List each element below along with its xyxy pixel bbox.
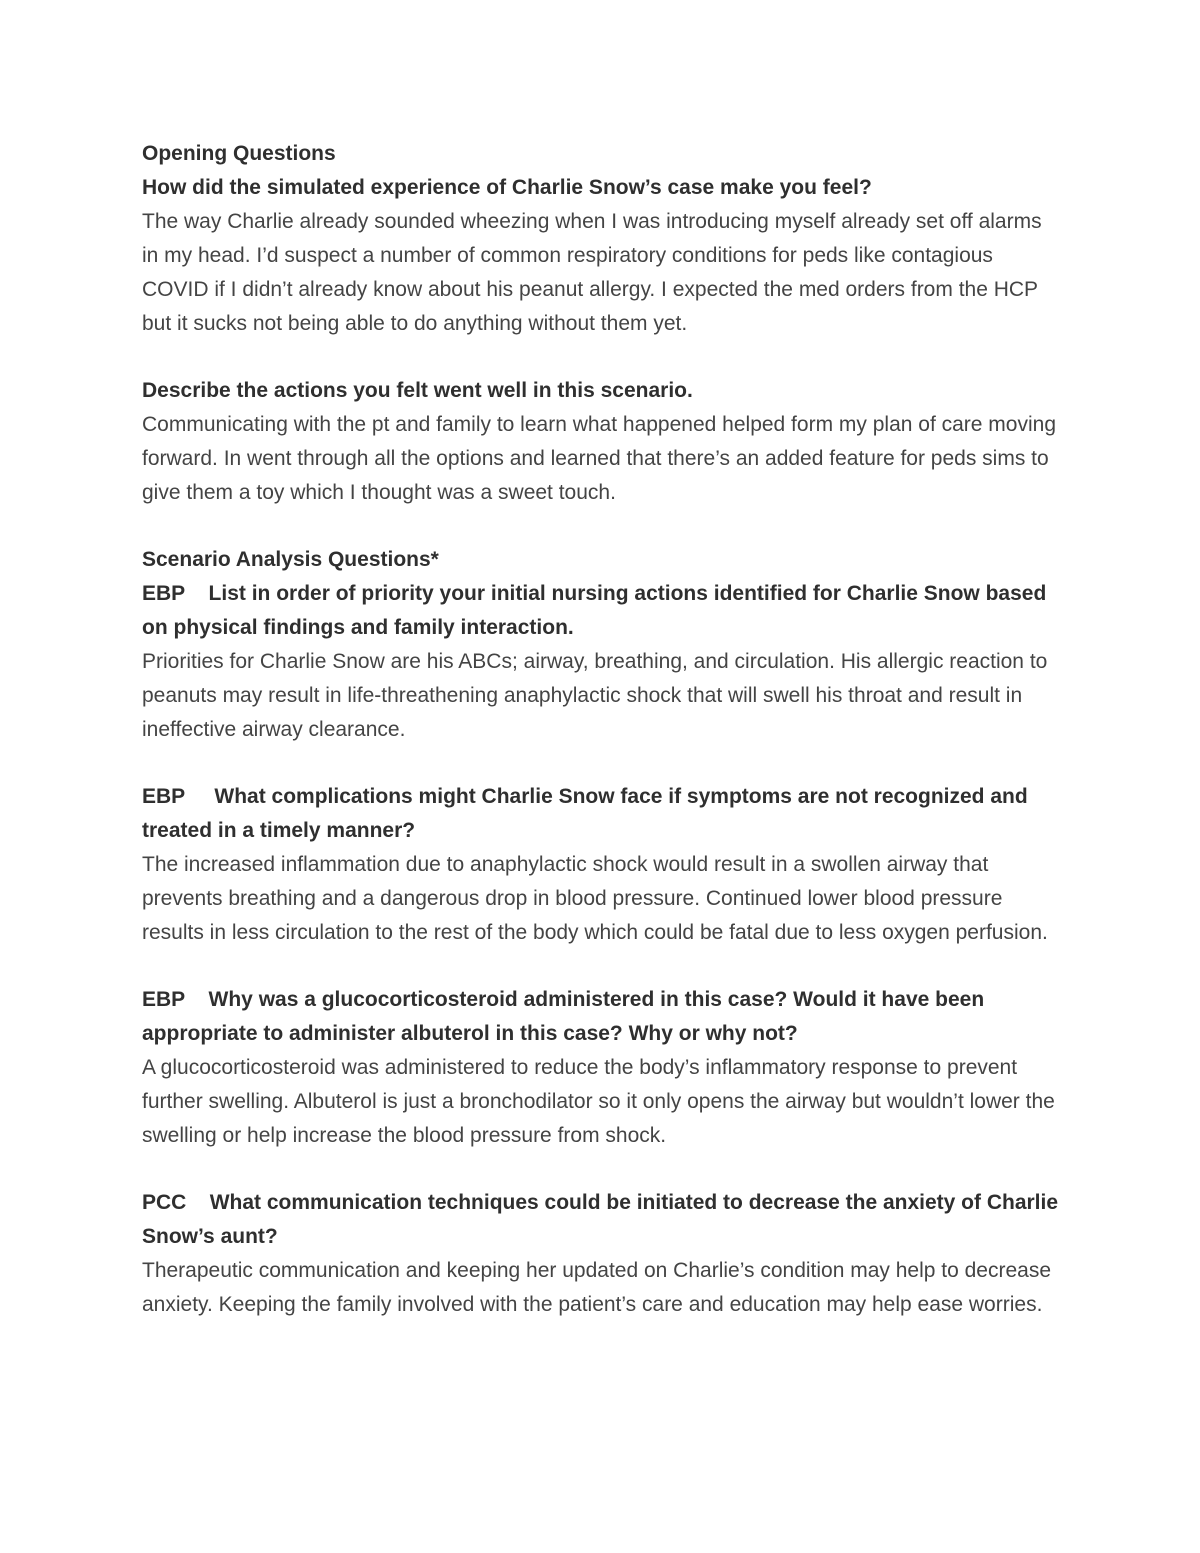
- opening-question-1: How did the simulated experience of Charlie Snow’s case make you feel?: [142, 176, 872, 199]
- question-tag: EBP: [142, 988, 186, 1011]
- opening-answer-1: The way Charlie already sounded wheezing when I was introducing myself already set off alarms in my head. I’d suspect a number of common respiratory conditions for peds like contagious COVID if I didn’t already know about his peanut allergy. I expected the med orders from the HCP but it sucks not being able to do anything without them yet.: [142, 210, 1042, 335]
- question-tag: EBP: [142, 785, 186, 808]
- document-page: [142, 137, 1062, 1322]
- spacer: [142, 1153, 1062, 1186]
- opening-question-2: Describe the actions you felt went well in this scenario.: [142, 379, 693, 402]
- analysis-question-2: [142, 780, 1062, 848]
- question-text: What complications might Charlie Snow face if symptoms are not recognized and treated in a timely manner?: [142, 785, 1028, 842]
- analysis-answer-4: Therapeutic communication and keeping her updated on Charlie’s condition may help to decrease anxiety. Keeping the family involved with the patient’s care and education may help ease worries.: [142, 1259, 1052, 1316]
- spacer: [142, 747, 1062, 780]
- analysis-answer-2: The increased inflammation due to anaphylactic shock would result in a swollen airway that prevents breathing and a dangerous drop in blood pressure. Continued lower blood pressure results in less circulation to the rest of the body which could be fatal due to less oxygen perfusion.: [142, 853, 1048, 944]
- opening-answer-2: Communicating with the pt and family to learn what happened helped form my plan of care moving forward. In went through all the options and learned that there’s an added feature for peds sims to give them a toy which I thought was a sweet touch.: [142, 413, 1056, 504]
- question-tag: PCC: [142, 1191, 187, 1214]
- question-text: What communication techniques could be initiated to decrease the anxiety of Charlie Snow’s aunt?: [142, 1191, 1059, 1248]
- question-text: Why was a glucocorticosteroid administered in this case? Would it have been appropriate to administer albuterol in this case? Why or why not?: [142, 988, 985, 1045]
- analysis-answer-3: A glucocorticosteroid was administered to reduce the body’s inflammatory response to prevent further swelling. Albuterol is just a bronchodilator so it only opens the airway but wouldn’t lower the swelling or help increase the blood pressure from shock.: [142, 1056, 1055, 1147]
- analysis-question-1: [142, 577, 1062, 645]
- question-text: List in order of priority your initial nursing actions identified for Charlie Snow based on physical findings and family interaction.: [142, 582, 1047, 639]
- analysis-question-3: [142, 983, 1062, 1051]
- analysis-question-4: [142, 1186, 1062, 1254]
- spacer: [142, 341, 1062, 374]
- opening-questions-heading: Opening Questions: [142, 142, 336, 165]
- scenario-analysis-heading: Scenario Analysis Questions*: [142, 548, 439, 571]
- question-tag: EBP: [142, 582, 186, 605]
- spacer: [142, 950, 1062, 983]
- analysis-answer-1: Priorities for Charlie Snow are his ABCs; airway, breathing, and circulation. His allergic reaction to peanuts may result in life-threathening anaphylactic shock that will swell his throat and result in ineffective airway clearance.: [142, 650, 1048, 741]
- spacer: [142, 510, 1062, 543]
